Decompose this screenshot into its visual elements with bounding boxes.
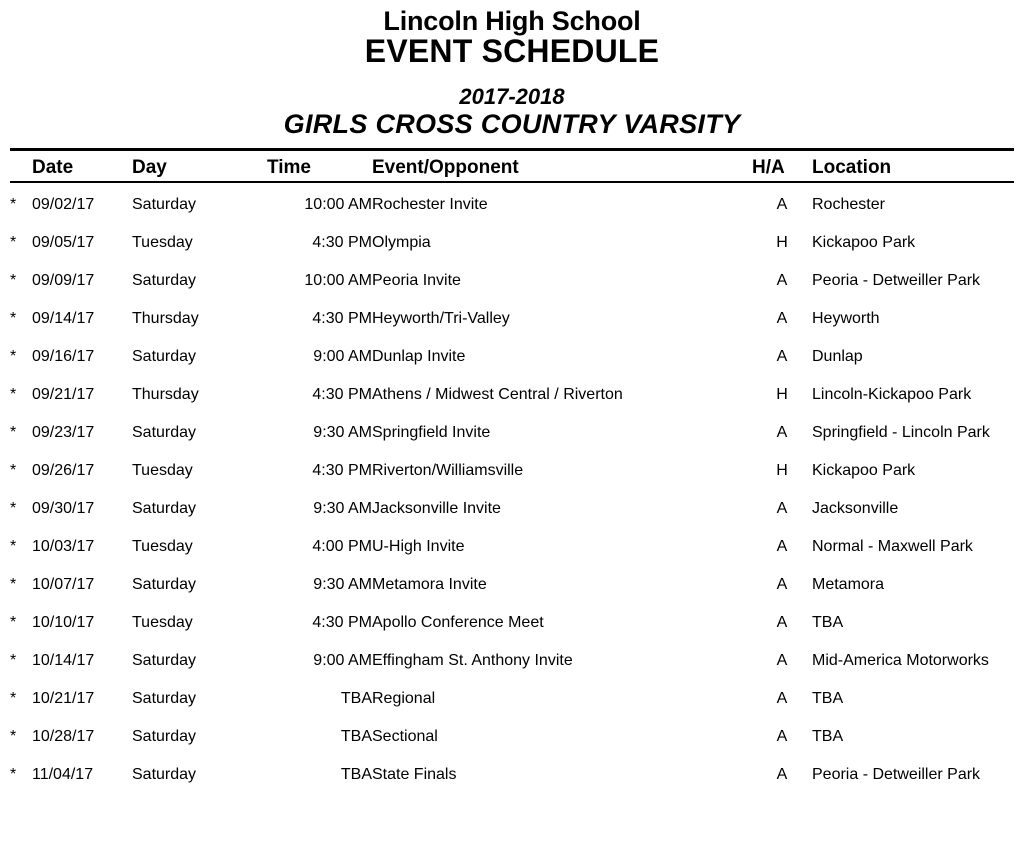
table-row bbox=[10, 680, 1014, 718]
column-header-day: Day bbox=[132, 157, 167, 179]
row-location: Lincoln-Kickapoo Park bbox=[812, 386, 972, 404]
row-event: Dunlap Invite bbox=[372, 348, 466, 366]
row-date: 09/26/17 bbox=[32, 462, 95, 480]
row-day: Saturday bbox=[132, 652, 197, 670]
row-ha: A bbox=[776, 538, 788, 556]
table-row bbox=[10, 186, 1014, 224]
row-day: Saturday bbox=[132, 690, 197, 708]
row-location: TBA bbox=[812, 690, 844, 708]
row-date: 10/14/17 bbox=[32, 652, 95, 670]
row-time: 4:30 PM bbox=[312, 386, 372, 404]
row-ha: A bbox=[776, 196, 788, 214]
row-event: Peoria Invite bbox=[372, 272, 461, 290]
row-time: TBA bbox=[340, 766, 372, 784]
row-time: 4:00 PM bbox=[312, 538, 372, 556]
row-location: Dunlap bbox=[812, 348, 863, 366]
table-row bbox=[10, 528, 1014, 566]
row-day: Saturday bbox=[132, 272, 197, 290]
row-star: * bbox=[10, 614, 17, 632]
row-location: Jacksonville bbox=[812, 500, 899, 518]
row-ha: A bbox=[776, 348, 788, 366]
row-ha: A bbox=[776, 424, 788, 442]
row-day: Tuesday bbox=[132, 614, 193, 632]
row-day: Saturday bbox=[132, 500, 197, 518]
row-star: * bbox=[10, 652, 17, 670]
row-date: 10/21/17 bbox=[32, 690, 95, 708]
row-time: 4:30 PM bbox=[312, 614, 372, 632]
row-location: TBA bbox=[812, 728, 844, 746]
column-header-date: Date bbox=[32, 157, 74, 179]
document-title: EVENT SCHEDULE bbox=[364, 33, 660, 70]
row-location: Peoria - Detweiller Park bbox=[812, 272, 981, 290]
row-ha: A bbox=[776, 272, 788, 290]
row-date: 09/09/17 bbox=[32, 272, 95, 290]
row-event: Effingham St. Anthony Invite bbox=[372, 652, 573, 670]
row-star: * bbox=[10, 462, 17, 480]
row-star: * bbox=[10, 538, 17, 556]
row-ha: A bbox=[776, 766, 788, 784]
row-day: Tuesday bbox=[132, 234, 193, 252]
header-row-underline bbox=[10, 181, 1014, 183]
row-ha: A bbox=[776, 310, 788, 328]
table-row bbox=[10, 604, 1014, 642]
row-location: Heyworth bbox=[812, 310, 880, 328]
row-date: 09/02/17 bbox=[32, 196, 95, 214]
row-date: 09/14/17 bbox=[32, 310, 95, 328]
row-star: * bbox=[10, 234, 17, 252]
table-row bbox=[10, 224, 1014, 262]
table-row bbox=[10, 642, 1014, 680]
row-star: * bbox=[10, 386, 17, 404]
row-event: Jacksonville Invite bbox=[372, 500, 501, 518]
row-event: State Finals bbox=[372, 766, 457, 784]
row-location: Springfield - Lincoln Park bbox=[812, 424, 990, 442]
row-date: 09/16/17 bbox=[32, 348, 95, 366]
row-time: 9:00 AM bbox=[313, 652, 372, 670]
row-star: * bbox=[10, 424, 17, 442]
row-time: TBA bbox=[340, 728, 372, 746]
row-ha: H bbox=[776, 462, 788, 480]
row-event: Metamora Invite bbox=[372, 576, 487, 594]
row-day: Thursday bbox=[132, 310, 199, 328]
row-location: Kickapoo Park bbox=[812, 462, 916, 480]
table-row bbox=[10, 756, 1014, 794]
row-time: TBA bbox=[340, 690, 372, 708]
column-header-ha: H/A bbox=[752, 157, 785, 179]
column-header-event: Event/Opponent bbox=[372, 157, 519, 179]
row-ha: A bbox=[776, 500, 788, 518]
row-star: * bbox=[10, 690, 17, 708]
row-location: Normal - Maxwell Park bbox=[812, 538, 973, 556]
row-date: 11/04/17 bbox=[32, 766, 94, 784]
row-star: * bbox=[10, 576, 17, 594]
table-row bbox=[10, 490, 1014, 528]
row-event: Sectional bbox=[372, 728, 438, 746]
row-date: 09/30/17 bbox=[32, 500, 95, 518]
row-time: 4:30 PM bbox=[312, 462, 372, 480]
row-event: Athens / Midwest Central / Riverton bbox=[372, 386, 623, 404]
row-date: 09/23/17 bbox=[32, 424, 95, 442]
row-location: TBA bbox=[812, 614, 844, 632]
row-location: Kickapoo Park bbox=[812, 234, 916, 252]
row-location: Mid-America Motorworks bbox=[812, 652, 989, 670]
row-location: Rochester bbox=[812, 196, 885, 214]
row-location: Peoria - Detweiller Park bbox=[812, 766, 981, 784]
document-header bbox=[10, 0, 1014, 140]
row-day: Saturday bbox=[132, 576, 197, 594]
schedule-body bbox=[10, 186, 1014, 794]
row-star: * bbox=[10, 310, 17, 328]
row-star: * bbox=[10, 728, 17, 746]
row-time: 10:00 AM bbox=[304, 272, 372, 290]
season-label: 2017-2018 bbox=[459, 84, 565, 110]
row-day: Saturday bbox=[132, 728, 197, 746]
row-time: 9:30 AM bbox=[313, 576, 372, 594]
row-ha: A bbox=[776, 576, 788, 594]
column-header-location: Location bbox=[812, 157, 892, 179]
table-row bbox=[10, 300, 1014, 338]
row-ha: A bbox=[776, 614, 788, 632]
row-event: Olympia bbox=[372, 234, 431, 252]
row-day: Saturday bbox=[132, 424, 197, 442]
team-label: GIRLS CROSS COUNTRY VARSITY bbox=[283, 109, 741, 140]
schedule-table bbox=[10, 151, 1014, 794]
table-row bbox=[10, 262, 1014, 300]
row-star: * bbox=[10, 500, 17, 518]
row-date: 10/07/17 bbox=[32, 576, 95, 594]
row-time: 10:00 AM bbox=[304, 196, 372, 214]
row-day: Saturday bbox=[132, 348, 197, 366]
row-date: 09/21/17 bbox=[32, 386, 95, 404]
row-date: 10/28/17 bbox=[32, 728, 95, 746]
row-event: Apollo Conference Meet bbox=[372, 614, 544, 632]
table-row bbox=[10, 718, 1014, 756]
row-time: 4:30 PM bbox=[312, 234, 372, 252]
row-ha: A bbox=[776, 728, 788, 746]
row-event: Rochester Invite bbox=[372, 196, 488, 214]
row-event: Springfield Invite bbox=[372, 424, 491, 442]
row-event: U-High Invite bbox=[372, 538, 465, 556]
row-day: Saturday bbox=[132, 196, 197, 214]
row-ha: A bbox=[776, 652, 788, 670]
row-star: * bbox=[10, 766, 17, 784]
table-row bbox=[10, 566, 1014, 604]
row-time: 9:30 AM bbox=[313, 424, 372, 442]
row-event: Riverton/Williamsville bbox=[372, 462, 524, 480]
row-ha: H bbox=[776, 386, 788, 404]
school-name: Lincoln High School bbox=[383, 6, 641, 36]
row-date: 10/03/17 bbox=[32, 538, 95, 556]
row-day: Tuesday bbox=[132, 538, 193, 556]
table-row bbox=[10, 376, 1014, 414]
column-header-time: Time bbox=[267, 157, 312, 179]
row-event: Regional bbox=[372, 690, 436, 708]
table-row bbox=[10, 338, 1014, 376]
row-date: 10/10/17 bbox=[32, 614, 95, 632]
row-day: Saturday bbox=[132, 766, 197, 784]
row-star: * bbox=[10, 272, 17, 290]
row-time: 4:30 PM bbox=[312, 310, 372, 328]
row-day: Thursday bbox=[132, 386, 199, 404]
row-star: * bbox=[10, 196, 17, 214]
row-ha: A bbox=[776, 690, 788, 708]
table-row bbox=[10, 452, 1014, 490]
row-time: 9:30 AM bbox=[313, 500, 372, 518]
row-day: Tuesday bbox=[132, 462, 193, 480]
row-date: 09/05/17 bbox=[32, 234, 95, 252]
row-location: Metamora bbox=[812, 576, 885, 594]
row-time: 9:00 AM bbox=[313, 348, 372, 366]
row-ha: H bbox=[776, 234, 788, 252]
row-star: * bbox=[10, 348, 17, 366]
table-row bbox=[10, 414, 1014, 452]
row-event: Heyworth/Tri-Valley bbox=[372, 310, 510, 328]
